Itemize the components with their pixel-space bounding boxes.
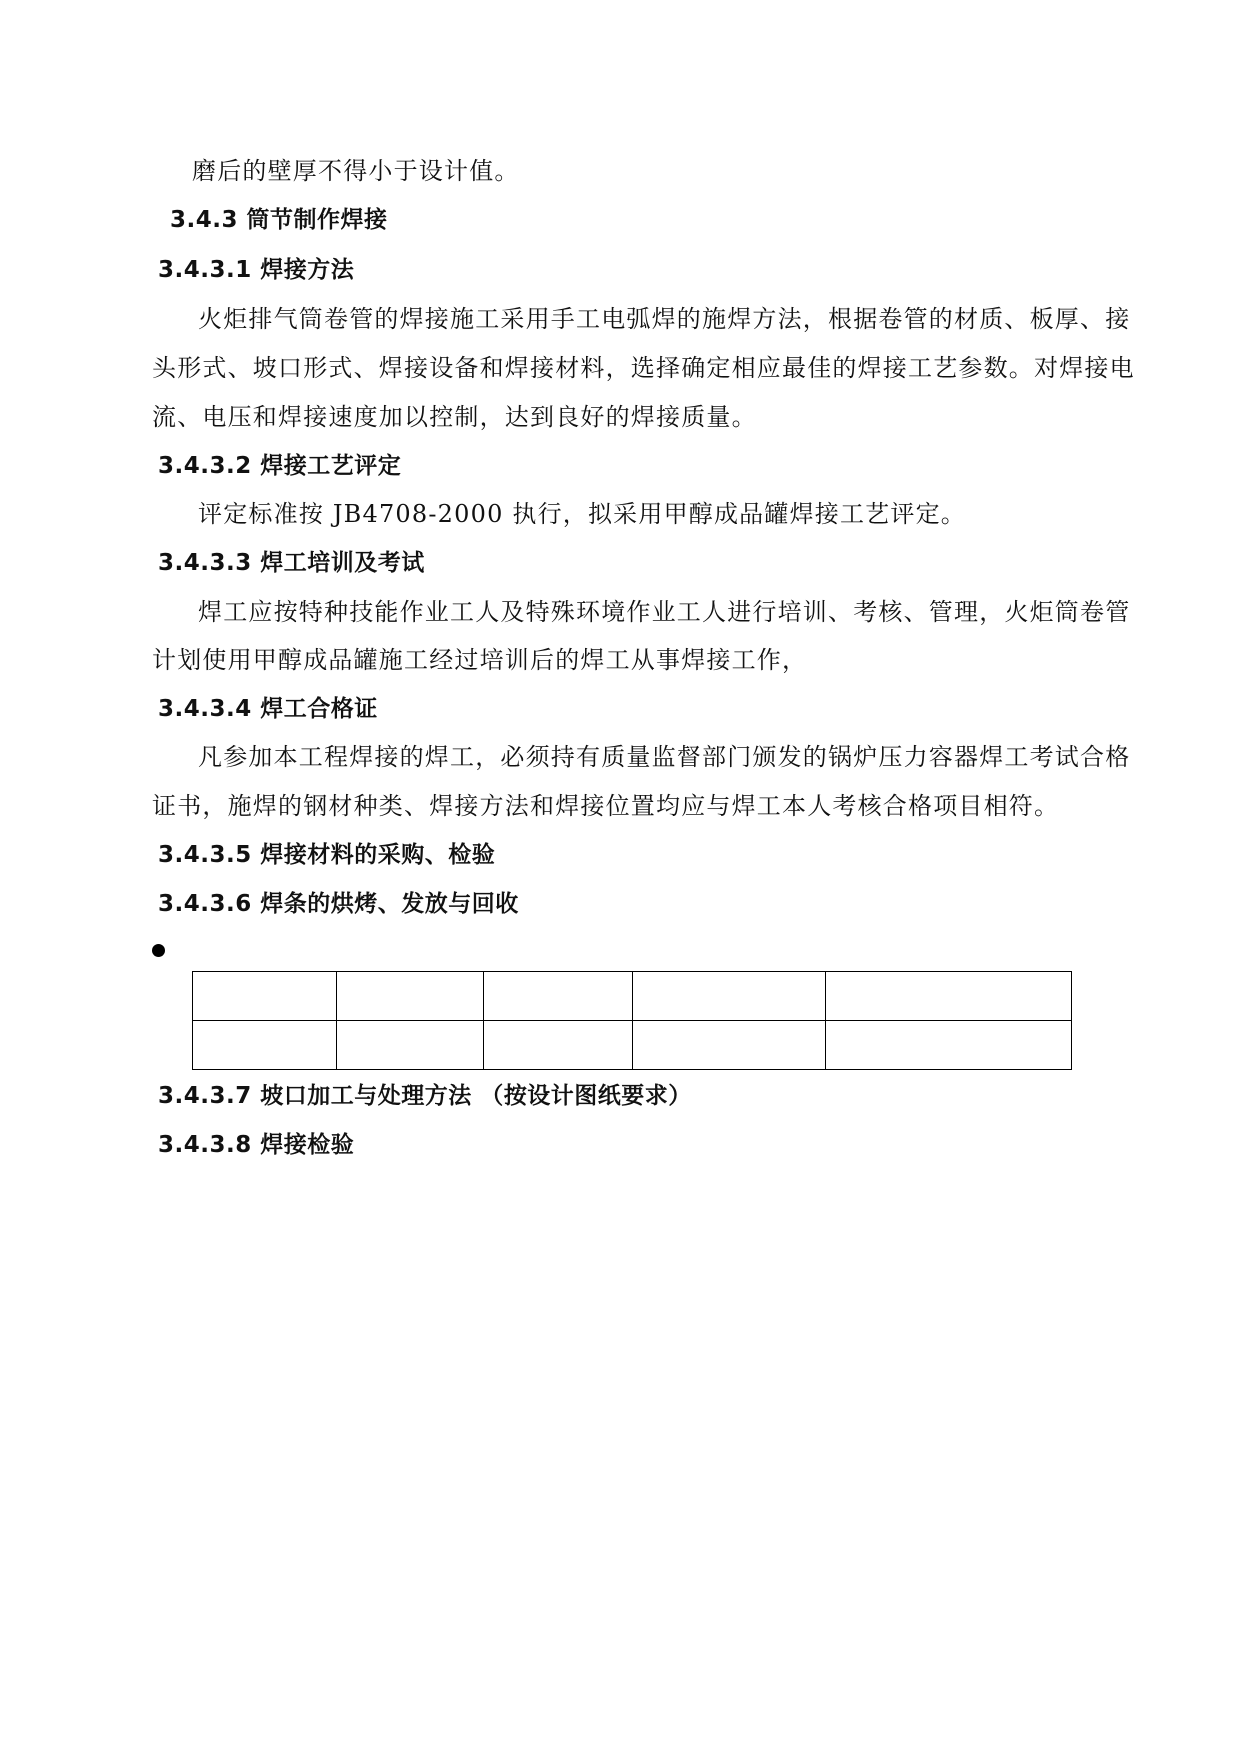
table-cell [193,1021,337,1070]
section-heading: 3.4.3.7 坡口加工与处理方法 （按设计图纸要求） [158,1083,692,1109]
bullet-dot [152,944,165,957]
paragraph-line: 评定标准按 JB4708-2000 执行，拟采用甲醇成品罐焊接工艺评定。 [198,500,966,528]
table-row [193,972,1072,1021]
table-cell [826,972,1072,1021]
paragraph-line: 计划使用甲醇成品罐施工经过培训后的焊工从事焊接工作， [152,646,808,674]
table-cell [633,972,826,1021]
section-heading: 3.4.3.1 焊接方法 [158,257,355,283]
table-cell [633,1021,826,1070]
table-cell [337,972,484,1021]
section-heading: 3.4.3.3 焊工培训及考试 [158,550,425,576]
section-heading: 3.4.3.5 焊接材料的采购、检验 [158,842,496,868]
paragraph-line: 火炬排气筒卷管的焊接施工采用手工电弧焊的施焊方法，根据卷管的材质、板厚、接 [198,305,1131,333]
paragraph-line: 焊工应按特种技能作业工人及特殊环境作业工人进行培训、考核、管理，火炬筒卷管 [198,598,1131,626]
section-heading: 3.4.3.4 焊工合格证 [158,696,378,722]
table-cell [484,972,633,1021]
table-row [193,1021,1072,1070]
section-heading: 3.4.3.2 焊接工艺评定 [158,453,402,479]
empty-table [192,971,1072,1070]
paragraph-line: 磨后的壁厚不得小于设计值。 [192,157,520,185]
paragraph-line: 头形式、坡口形式、焊接设备和焊接材料，选择确定相应最佳的焊接工艺参数。对焊接电 [152,354,1135,382]
table-cell [484,1021,633,1070]
table-cell [826,1021,1072,1070]
table-cell [337,1021,484,1070]
paragraph-line: 凡参加本工程焊接的焊工，必须持有质量监督部门颁发的锅炉压力容器焊工考试合格 [198,743,1131,771]
section-heading: 3.4.3.6 焊条的烘烤、发放与回收 [158,891,519,917]
paragraph-line: 证书，施焊的钢材种类、焊接方法和焊接位置均应与焊工本人考核合格项目相符。 [152,792,1060,820]
section-heading: 3.4.3 筒节制作焊接 [170,207,388,233]
table-cell [193,972,337,1021]
paragraph-line: 流、电压和焊接速度加以控制，达到良好的焊接质量。 [152,403,757,431]
section-heading: 3.4.3.8 焊接检验 [158,1132,355,1158]
